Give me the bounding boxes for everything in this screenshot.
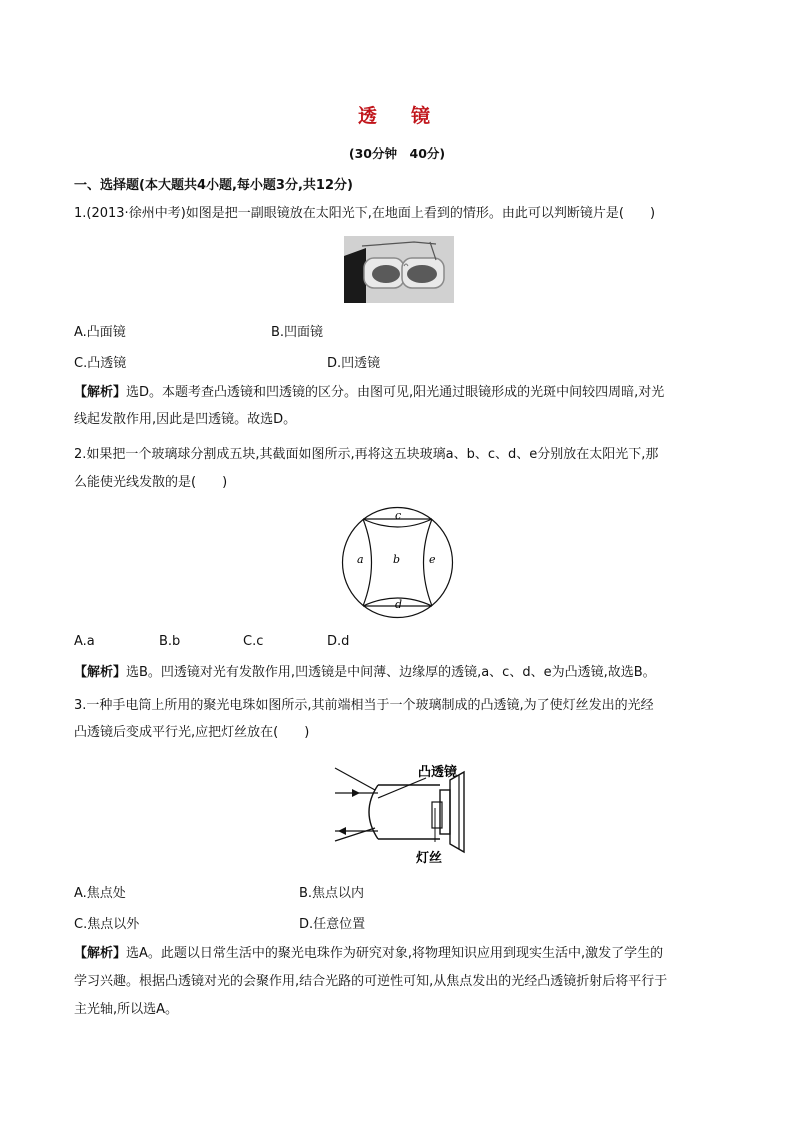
page-subtitle: (30分钟 40分)	[348, 146, 446, 161]
q1-option-c: C.凸透镜	[74, 356, 127, 371]
q2-option-c: C.c	[243, 634, 264, 649]
q2-option-b: B.b	[159, 634, 181, 649]
q3-flashlight-bulb-figure	[330, 758, 475, 868]
q3-label-convex-lens: 凸透镜	[418, 765, 458, 780]
q2-label-c: c	[395, 509, 402, 522]
q3-stem-line-2: 凸透镜后变成平行光,应把灯丝放在( )	[74, 725, 310, 740]
q1-analysis-tag: 【解析】	[74, 385, 127, 400]
page-title	[0, 101, 794, 128]
q2-option-a: A.a	[74, 634, 95, 649]
q3-analysis-tag: 【解析】	[74, 946, 127, 961]
q1-analysis-text-1: 选D。本题考查凸透镜和凹透镜的区分。由图可见,阳光通过眼镜形成的光斑中间较四周暗,对光	[126, 385, 665, 400]
q2-label-a: a	[357, 553, 364, 566]
q3-option-a: A.焦点处	[74, 886, 126, 901]
title-char-2: 镜	[411, 105, 437, 127]
q2-label-d: d	[395, 598, 403, 611]
q3-analysis-text-1: 选A。此题以日常生活中的聚光电珠作为研究对象,将物理知识应用到现实生活中,激发了学生的	[126, 946, 664, 961]
q1-analysis-line-2: 线起发散作用,因此是凹透镜。故选D。	[74, 412, 297, 427]
q3-analysis-line-1	[74, 944, 663, 964]
q2-label-e: e	[429, 553, 436, 566]
q2-analysis-line-1	[74, 663, 656, 683]
q3-analysis-line-2: 学习兴趣。根据凸透镜对光的会聚作用,结合光路的可逆性可知,从焦点发出的光经凸透镜折射后将平行于	[74, 974, 668, 989]
q2-stem-line-1: 2.如果把一个玻璃球分割成五块,其截面如图所示,再将这五块玻璃a、b、c、d、e分别放在太阳光下,那	[74, 447, 659, 462]
q2-stem-line-2: 么能使光线发散的是( )	[74, 475, 228, 490]
q2-analysis-text-1: 选B。凹透镜对光有发散作用,凹透镜是中间薄、边缘厚的透镜,a、c、d、e为凸透镜,故选B。	[126, 665, 656, 680]
q2-option-d: D.d	[327, 634, 350, 649]
q3-option-b: B.焦点以内	[299, 886, 365, 901]
q3-stem-line-1: 3.一种手电筒上所用的聚光电珠如图所示,其前端相当于一个玻璃制成的凸透镜,为了使灯丝发出的光经	[74, 698, 654, 713]
q1-analysis-line-1	[74, 383, 664, 403]
q2-label-b: b	[393, 553, 401, 566]
title-char-1: 透	[357, 105, 383, 127]
q1-glasses-photo	[344, 236, 454, 303]
q2-analysis-tag: 【解析】	[74, 665, 127, 680]
q1-stem: 1.(2013·徐州中考)如图是把一副眼镜放在太阳光下,在地面上看到的情形。由此可以判断镜片是( )	[74, 206, 656, 221]
q1-option-a: A.凸面镜	[74, 325, 126, 340]
q1-option-b: B.凹面镜	[271, 325, 324, 340]
q2-glass-sphere-figure	[340, 505, 455, 620]
q3-option-d: D.任意位置	[299, 917, 366, 932]
q1-option-d: D.凹透镜	[327, 356, 381, 371]
section-heading: 一、选择题(本大题共4小题,每小题3分,共12分)	[74, 178, 353, 193]
q3-analysis-line-3: 主光轴,所以选A。	[74, 1002, 179, 1017]
q3-option-c: C.焦点以外	[74, 917, 140, 932]
q3-label-filament: 灯丝	[416, 851, 443, 866]
